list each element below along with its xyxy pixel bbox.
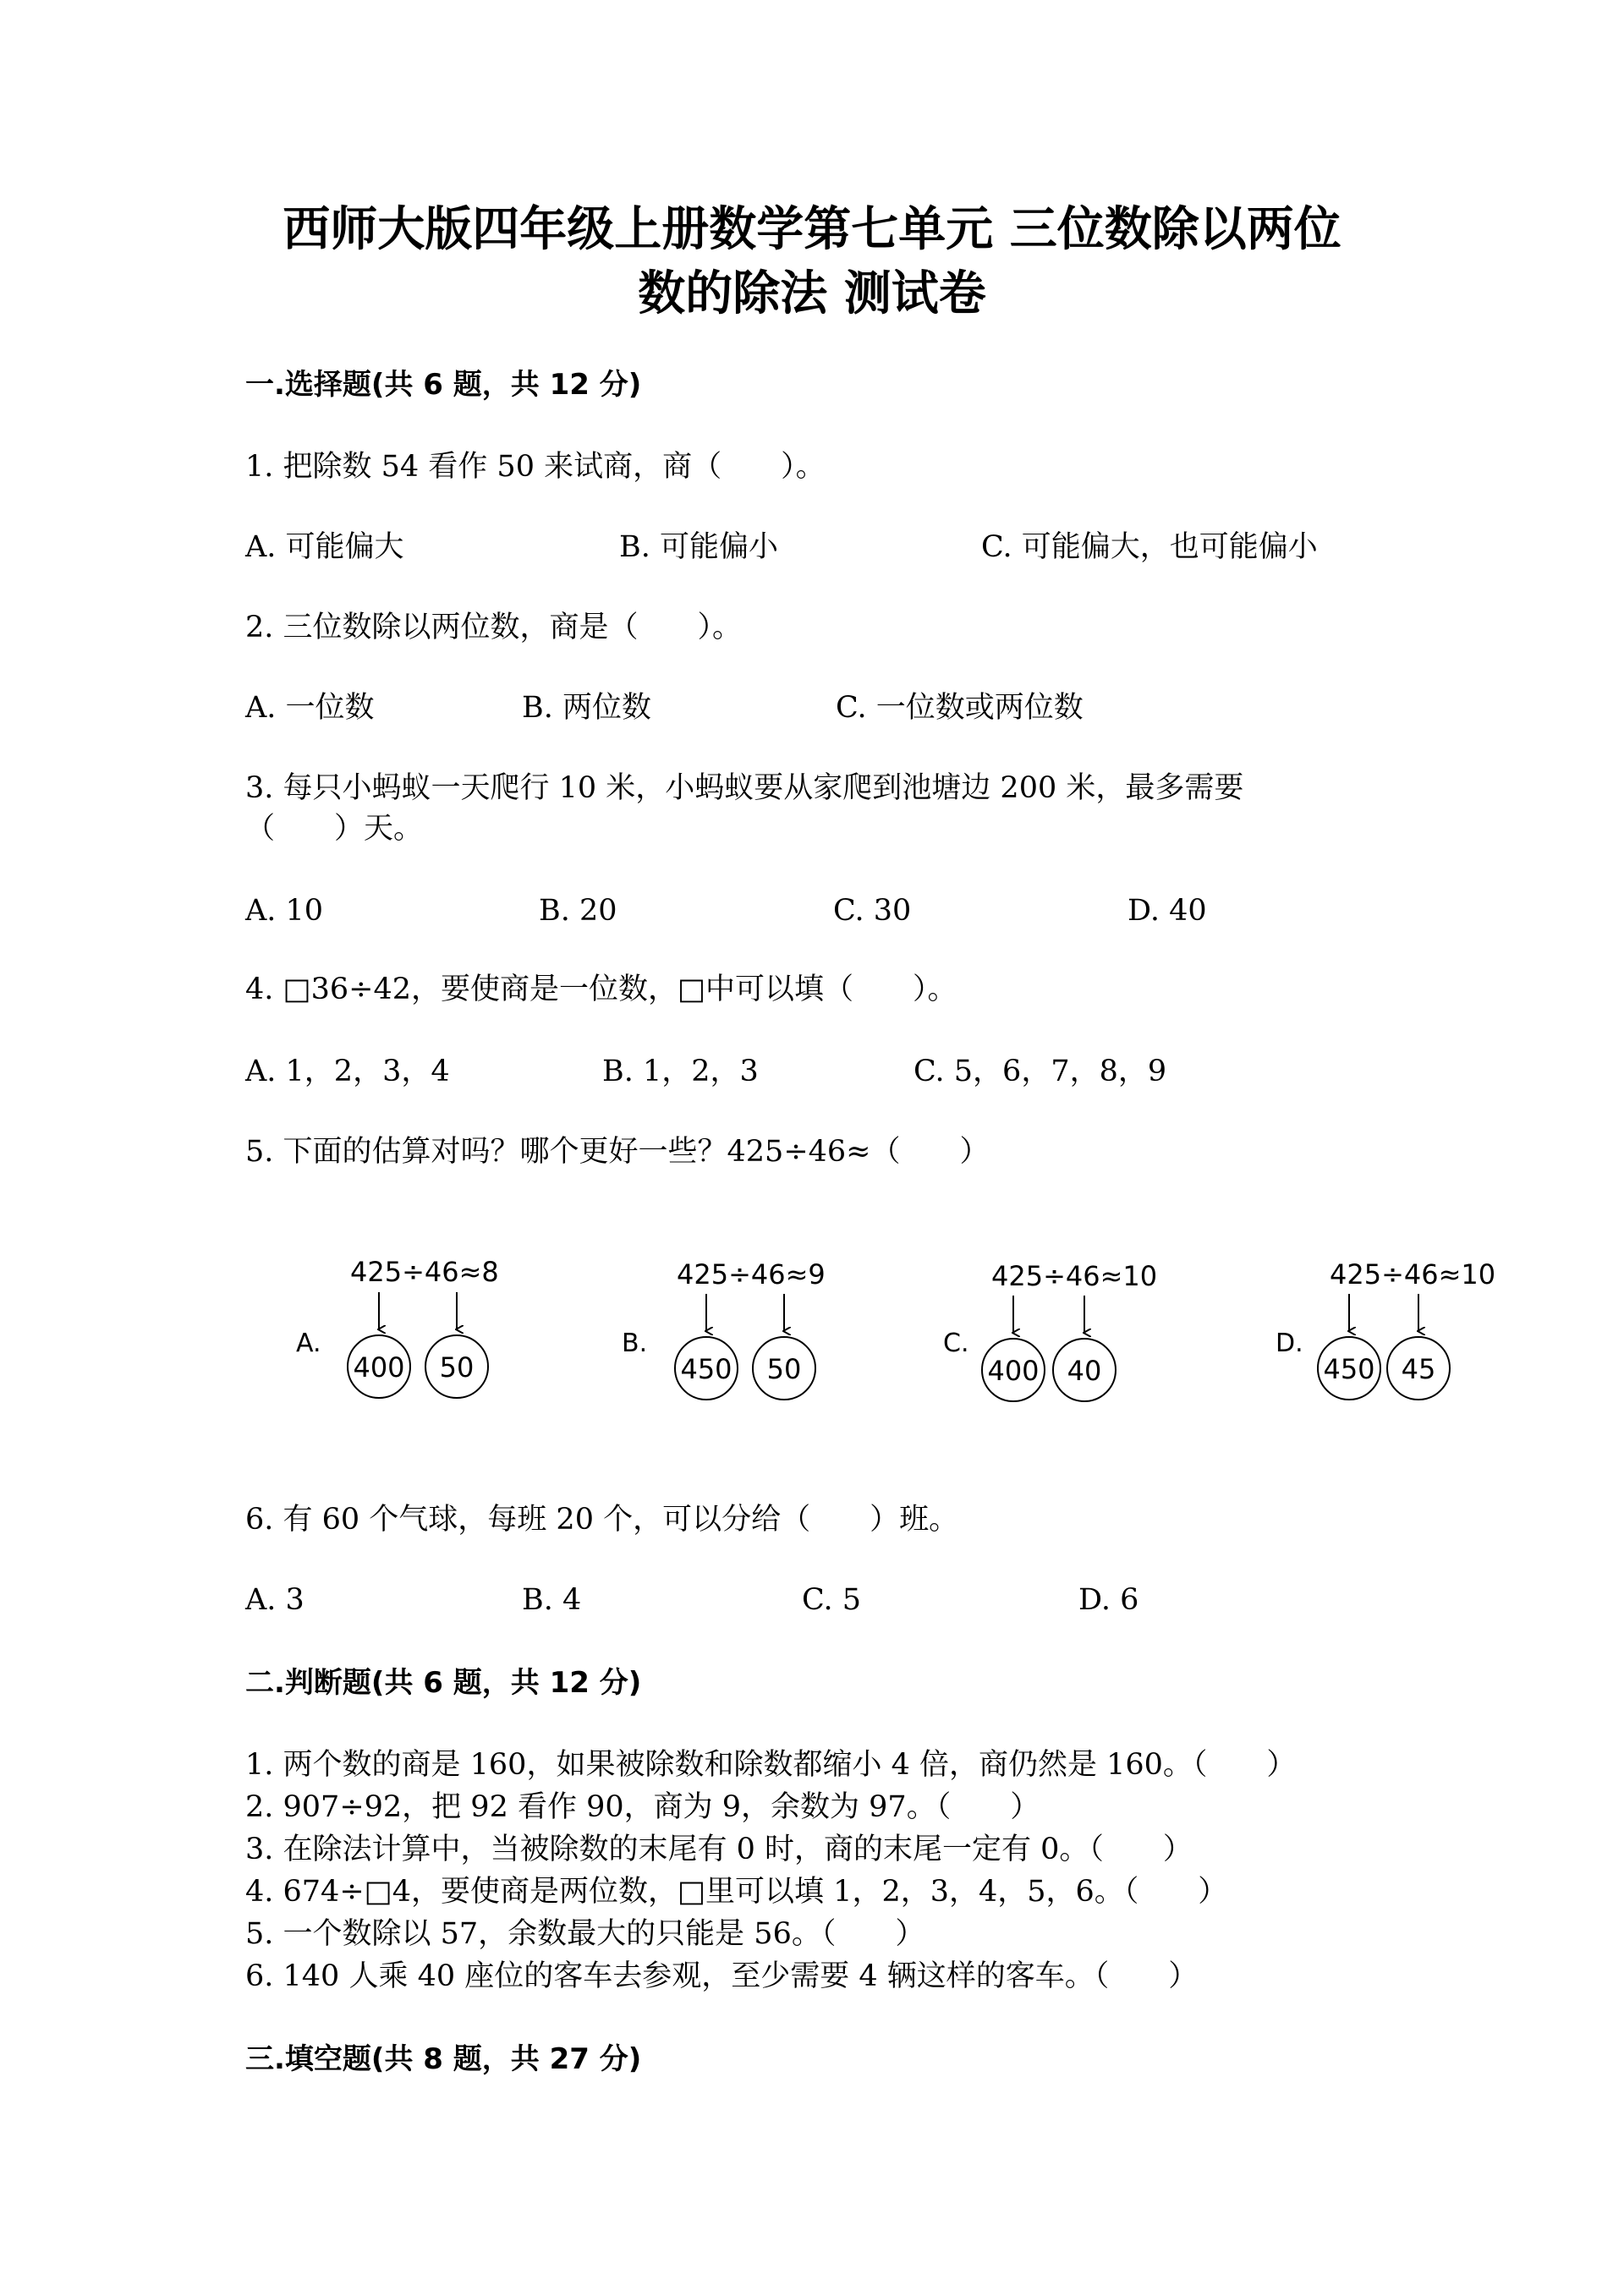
section-heading-choice: 一.选择题(共 6 题，共 12 分) [245,368,642,402]
true-false-item-6: 6. 140 人乘 40 座位的客车去参观，至少需要 4 辆这样的客车。（ ） [245,1959,1199,1993]
panel-d-expression: 425÷46≈10 [1330,1258,1496,1290]
panel-c-expression: 425÷46≈10 [991,1260,1158,1292]
panel-a-label: A. [296,1329,321,1358]
panel-c-left-number: 400 [987,1355,1040,1387]
panel-c-right-number: 40 [1067,1355,1102,1387]
panel-d-label: D. [1276,1329,1303,1358]
panel-d-right-number: 45 [1401,1353,1436,1385]
q1-option-a: A. 可能偏大 [245,530,404,564]
page-title-line-1: 西师大版四年级上册数学第七单元 三位数除以两位 [283,202,1341,257]
question-1: 1. 把除数 54 看作 50 来试商，商（ ）。 [245,450,826,484]
section-heading-fill-blank: 三.填空题(共 8 题，共 27 分) [245,2042,642,2076]
q3-option-a: A. 10 [245,894,324,928]
panel-d-left-number: 450 [1323,1353,1375,1385]
panel-a-left-number: 400 [353,1351,405,1384]
panel-c-label: C. [943,1329,969,1358]
q4-option-c: C. 5，6，7，8，9 [914,1055,1167,1088]
q5-estimation-figure [279,1252,1548,1421]
q1-option-b: B. 可能偏小 [619,530,778,564]
q6-option-a: A. 3 [245,1583,304,1617]
panel-a-right-number: 50 [439,1351,475,1384]
true-false-item-4: 4. 674÷□4，要使商是两位数，□里可以填 1，2，3，4，5，6。（ ） [245,1875,1228,1909]
q2-option-b: B. 两位数 [522,691,651,725]
q4-option-a: A. 1，2，3，4 [245,1055,450,1088]
figure-panel-a [296,1256,499,1398]
figure-panel-c [943,1260,1157,1401]
page-title-line-2: 数的除法 测试卷 [638,266,986,321]
panel-b-left-number: 450 [680,1353,732,1385]
q1-option-c: C. 可能偏大，也可能偏小 [981,530,1318,564]
q6-option-d: D. 6 [1078,1583,1139,1617]
question-5: 5. 下面的估算对吗？哪个更好一些？425÷46≈（ ） [245,1135,990,1169]
panel-a-expression: 425÷46≈8 [350,1256,499,1288]
q4-option-b: B. 1，2，3 [602,1055,759,1088]
q3-option-d: D. 40 [1127,894,1207,928]
q2-option-c: C. 一位数或两位数 [836,691,1084,725]
question-6: 6. 有 60 个气球，每班 20 个，可以分给（ ）班。 [245,1503,959,1537]
question-2: 2. 三位数除以两位数，商是（ ）。 [245,611,743,644]
q6-option-c: C. 5 [802,1583,862,1617]
q6-option-b: B. 4 [522,1583,582,1617]
question-3-line-2: （ ）天。 [245,812,424,846]
true-false-item-5: 5. 一个数除以 57，余数最大的只能是 56。（ ） [245,1917,925,1951]
section-heading-true-false: 二.判断题(共 6 题，共 12 分) [245,1666,642,1700]
figure-panel-b [622,1258,826,1400]
question-4: 4. □36÷42，要使商是一位数，□中可以填（ ）。 [245,973,957,1006]
panel-b-right-number: 50 [766,1353,802,1385]
true-false-item-2: 2. 907÷92，把 92 看作 90，商为 9，余数为 97。（ ） [245,1790,1040,1824]
true-false-item-1: 1. 两个数的商是 160，如果被除数和除数都缩小 4 倍，商仍然是 160。（ ） [245,1748,1297,1782]
question-3-line-1: 3. 每只小蚂蚁一天爬行 10 米，小蚂蚁要从家爬到池塘边 200 米，最多需要 [245,771,1244,805]
panel-b-expression: 425÷46≈9 [677,1258,826,1290]
panel-b-label: B. [622,1329,648,1358]
q2-option-a: A. 一位数 [245,691,375,725]
figure-panel-d [1276,1258,1495,1400]
q3-option-c: C. 30 [833,894,912,928]
true-false-item-3: 3. 在除法计算中，当被除数的末尾有 0 时，商的末尾一定有 0。（ ） [245,1833,1193,1866]
q3-option-b: B. 20 [539,894,617,928]
